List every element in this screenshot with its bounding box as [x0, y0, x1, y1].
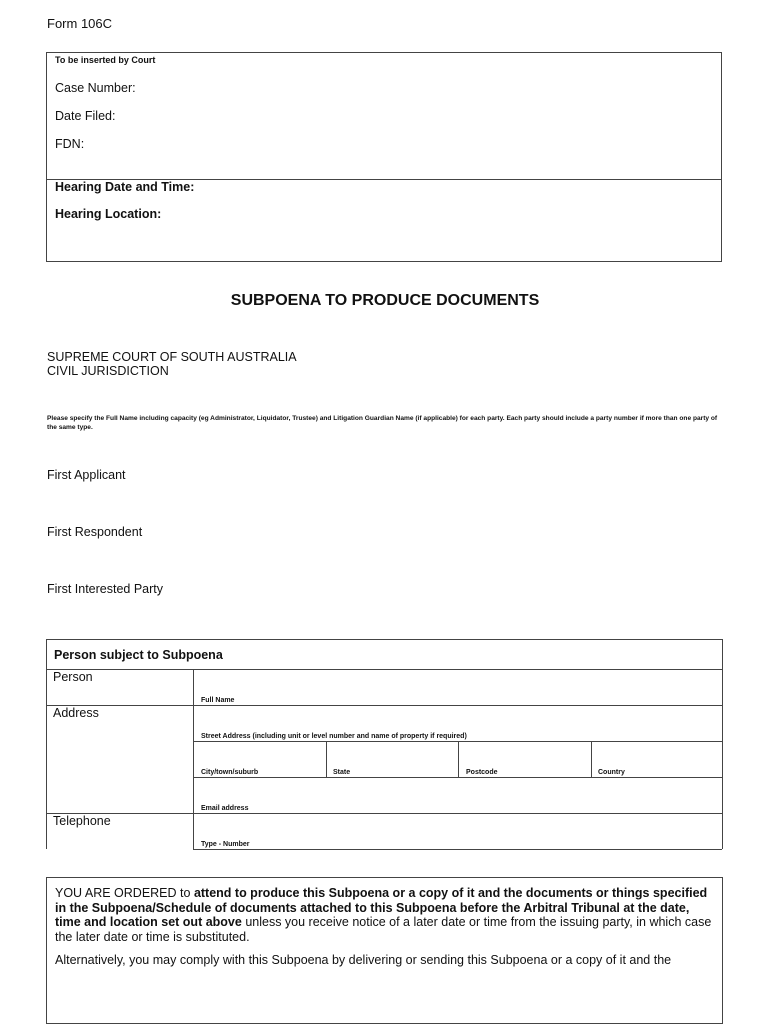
- address-label: Address: [53, 706, 99, 720]
- telephone-label: Telephone: [53, 814, 111, 828]
- hearing-location-label: Hearing Location:: [55, 207, 162, 221]
- document-title: SUBPOENA TO PRODUCE DOCUMENTS: [230, 292, 540, 309]
- full-name-caption: Full Name: [201, 697, 235, 704]
- order-box: [46, 877, 723, 1024]
- date-filed-label: Date Filed:: [55, 109, 116, 123]
- country-caption: Country: [598, 769, 625, 776]
- court-name: [47, 350, 297, 378]
- party-first-applicant: First Applicant: [47, 468, 126, 482]
- postcode-caption: Postcode: [466, 769, 498, 776]
- order-tail: unless you receive notice of a later date or time from the issuing party, in which case the later date or time is substituted.: [55, 915, 712, 944]
- order-paragraph-2: Alternatively, you may comply with this Subpoena by delivering or sending this Subpoena or a copy of it and the: [55, 953, 672, 967]
- court-box-heading: To be inserted by Court: [55, 55, 156, 65]
- person-label: Person: [53, 670, 93, 684]
- row-divider: [47, 813, 722, 814]
- person-table-heading: Person subject to Subpoena: [54, 648, 223, 662]
- hearing-date-label: Hearing Date and Time:: [55, 180, 195, 194]
- street-address-caption: Street Address (including unit or level number and name of property if required): [201, 733, 467, 740]
- case-number-label: Case Number:: [55, 81, 136, 95]
- column-divider: [326, 741, 327, 777]
- row-divider: [47, 705, 722, 706]
- party-first-interested: First Interested Party: [47, 582, 164, 596]
- column-divider: [458, 741, 459, 777]
- party-note: Please specify the Full Name including capacity (eg Administrator, Liquidator, Trustee) and Litigation Guardian Name (if applicable) for each party. Each party should include a party number if more than one party of the same type.: [47, 415, 718, 431]
- email-caption: Email address: [201, 805, 249, 812]
- state-caption: State: [333, 769, 351, 776]
- person-subject-table: [46, 639, 723, 849]
- row-divider: [193, 777, 722, 778]
- party-first-respondent: First Respondent: [47, 525, 143, 539]
- order-paragraph-1: [55, 886, 714, 944]
- court-use-box: [46, 52, 722, 262]
- column-divider: [591, 741, 592, 777]
- type-number-caption: Type - Number: [201, 841, 250, 848]
- row-divider: [47, 669, 722, 670]
- order-bold: attend to produce this Subpoena or a copy of it and the documents or things specified in the Subpoena/Schedule of documents attached to this Subpoena before the Arbitral Tribunal at the date, time and location set out above: [55, 886, 708, 929]
- court-name-line1: SUPREME COURT OF SOUTH AUSTRALIA: [47, 350, 297, 364]
- court-name-line2: CIVIL JURISDICTION: [47, 364, 169, 378]
- form-number: Form 106C: [47, 16, 113, 31]
- city-caption: City/town/suburb: [201, 769, 259, 776]
- fdn-label: FDN:: [55, 137, 85, 151]
- order-lead: YOU ARE ORDERED to: [55, 886, 194, 900]
- column-divider: [193, 669, 194, 850]
- row-divider: [193, 849, 722, 850]
